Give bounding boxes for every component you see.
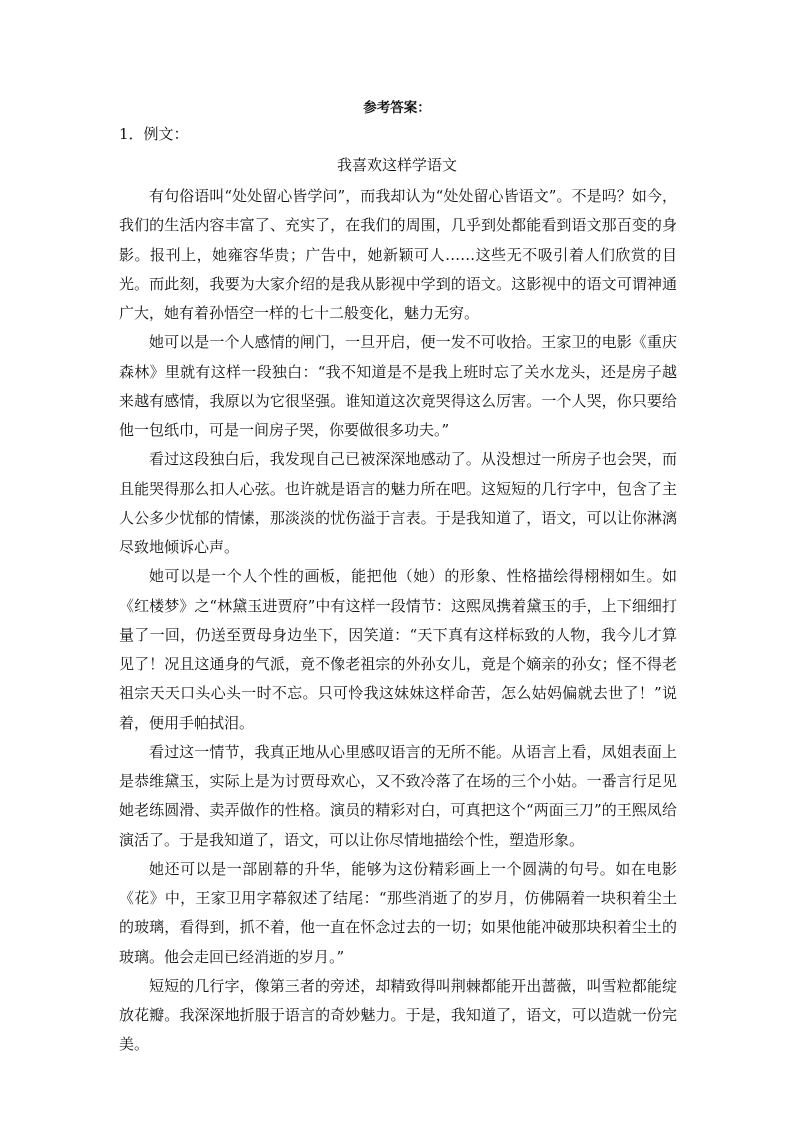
essay-paragraph: 她可以是一个人个性的画板，能把他（她）的形象、性格描绘得栩栩如生。如《红楼梦》之“林黛玉进贾府”中有这样一段情节：这熙凤携着黛玉的手，上下细细打量了一回，仍送至贾母身边坐下，因笑道：“天下真有这样标致的人物，我今儿才算见了！况且这通身的气派，竟不像老祖宗的外孙女儿，竟是个嫡亲的孙女；怪不得老祖宗天天口头心头一时不忘。只可怜我这妹妹这样命苦，怎么姑妈偏就去世了！”说着，便用手帕拭泪。: [119, 567, 677, 732]
essay-paragraph: 她可以是一个人感情的闸门，一旦开启，便一发不可收拾。王家卫的电影《重庆森林》里就有这样一段独白：“我不知道是不是我上班时忘了关水龙头，还是房子越来越有感情，我原以为它很坚强。谁知道这次竟哭得这么厉害。一个人哭，你只要给他一包纸巾，可是一间房子哭，你要做很多功夫。”: [119, 333, 677, 439]
essay-paragraph: 看过这段独白后，我发现自己已被深深地感动了。从没想过一所房子也会哭，而且能哭得那么扣人心弦。也许就是语言的魅力所在吧。这短短的几行字中，包含了主人公多少忧郁的情愫，那淡淡的忧伤溢于言表。于是我知道了，语文，可以让你淋漓尽致地倾诉心声。: [119, 450, 677, 556]
essay-paragraph: 有句俗语叫“处处留心皆学问”，而我却认为“处处留心皆语文”。不是吗？如今，我们的生活内容丰富了、充实了，在我们的周围，几乎到处都能看到语文那百变的身影。报刊上，她雍容华贵；广告中，她新颖可人……这些无不吸引着人们欣赏的目光。而此刻，我要为大家介绍的是我从影视中学到的语文。这影视中的语文可谓神通广大，她有着孙悟空一样的七十二般变化，魅力无穷。: [119, 187, 677, 322]
essay-body: [119, 182, 677, 1060]
answer-heading: 参考答案：: [363, 100, 431, 116]
essay-paragraph: 她还可以是一部剧幕的升华，能够为这份精彩画上一个圆满的句号。如在电影《花》中，王家卫用字幕叙述了结尾：“那些消逝了的岁月，仿佛隔着一块积着尘土的玻璃，看得到，抓不着，他一直在怀念过去的一切；如果他能冲破那块积着尘土的玻璃。他会走回已经消逝的岁月。”: [119, 859, 677, 966]
essay-paragraph: 短短的几行字，像第三者的旁述，却精致得叫荆棘都能开出蔷薇，叫雪粒都能绽放花瓣。我深深地折服于语言的奇妙魅力。于是，我知道了，语文，可以造就一份完美。: [119, 976, 677, 1054]
essay-title: 我喜欢这样学语文: [336, 156, 457, 174]
question-label: 1．例文：: [119, 125, 189, 143]
essay-paragraph: 看过这一情节，我真正地从心里感叹语言的无所不能。从语言上看，凤姐表面上是恭维黛玉，实际上是为讨贾母欢心，又不致冷落了在场的三个小姑。一番言行足见她老练圆滑、卖弄做作的性格。演员的精彩对白，可真把这个“两面三刀”的王熙凤给演活了。于是我知道了，语文，可以让你尽情地描绘个性，塑造形象。: [119, 742, 677, 849]
